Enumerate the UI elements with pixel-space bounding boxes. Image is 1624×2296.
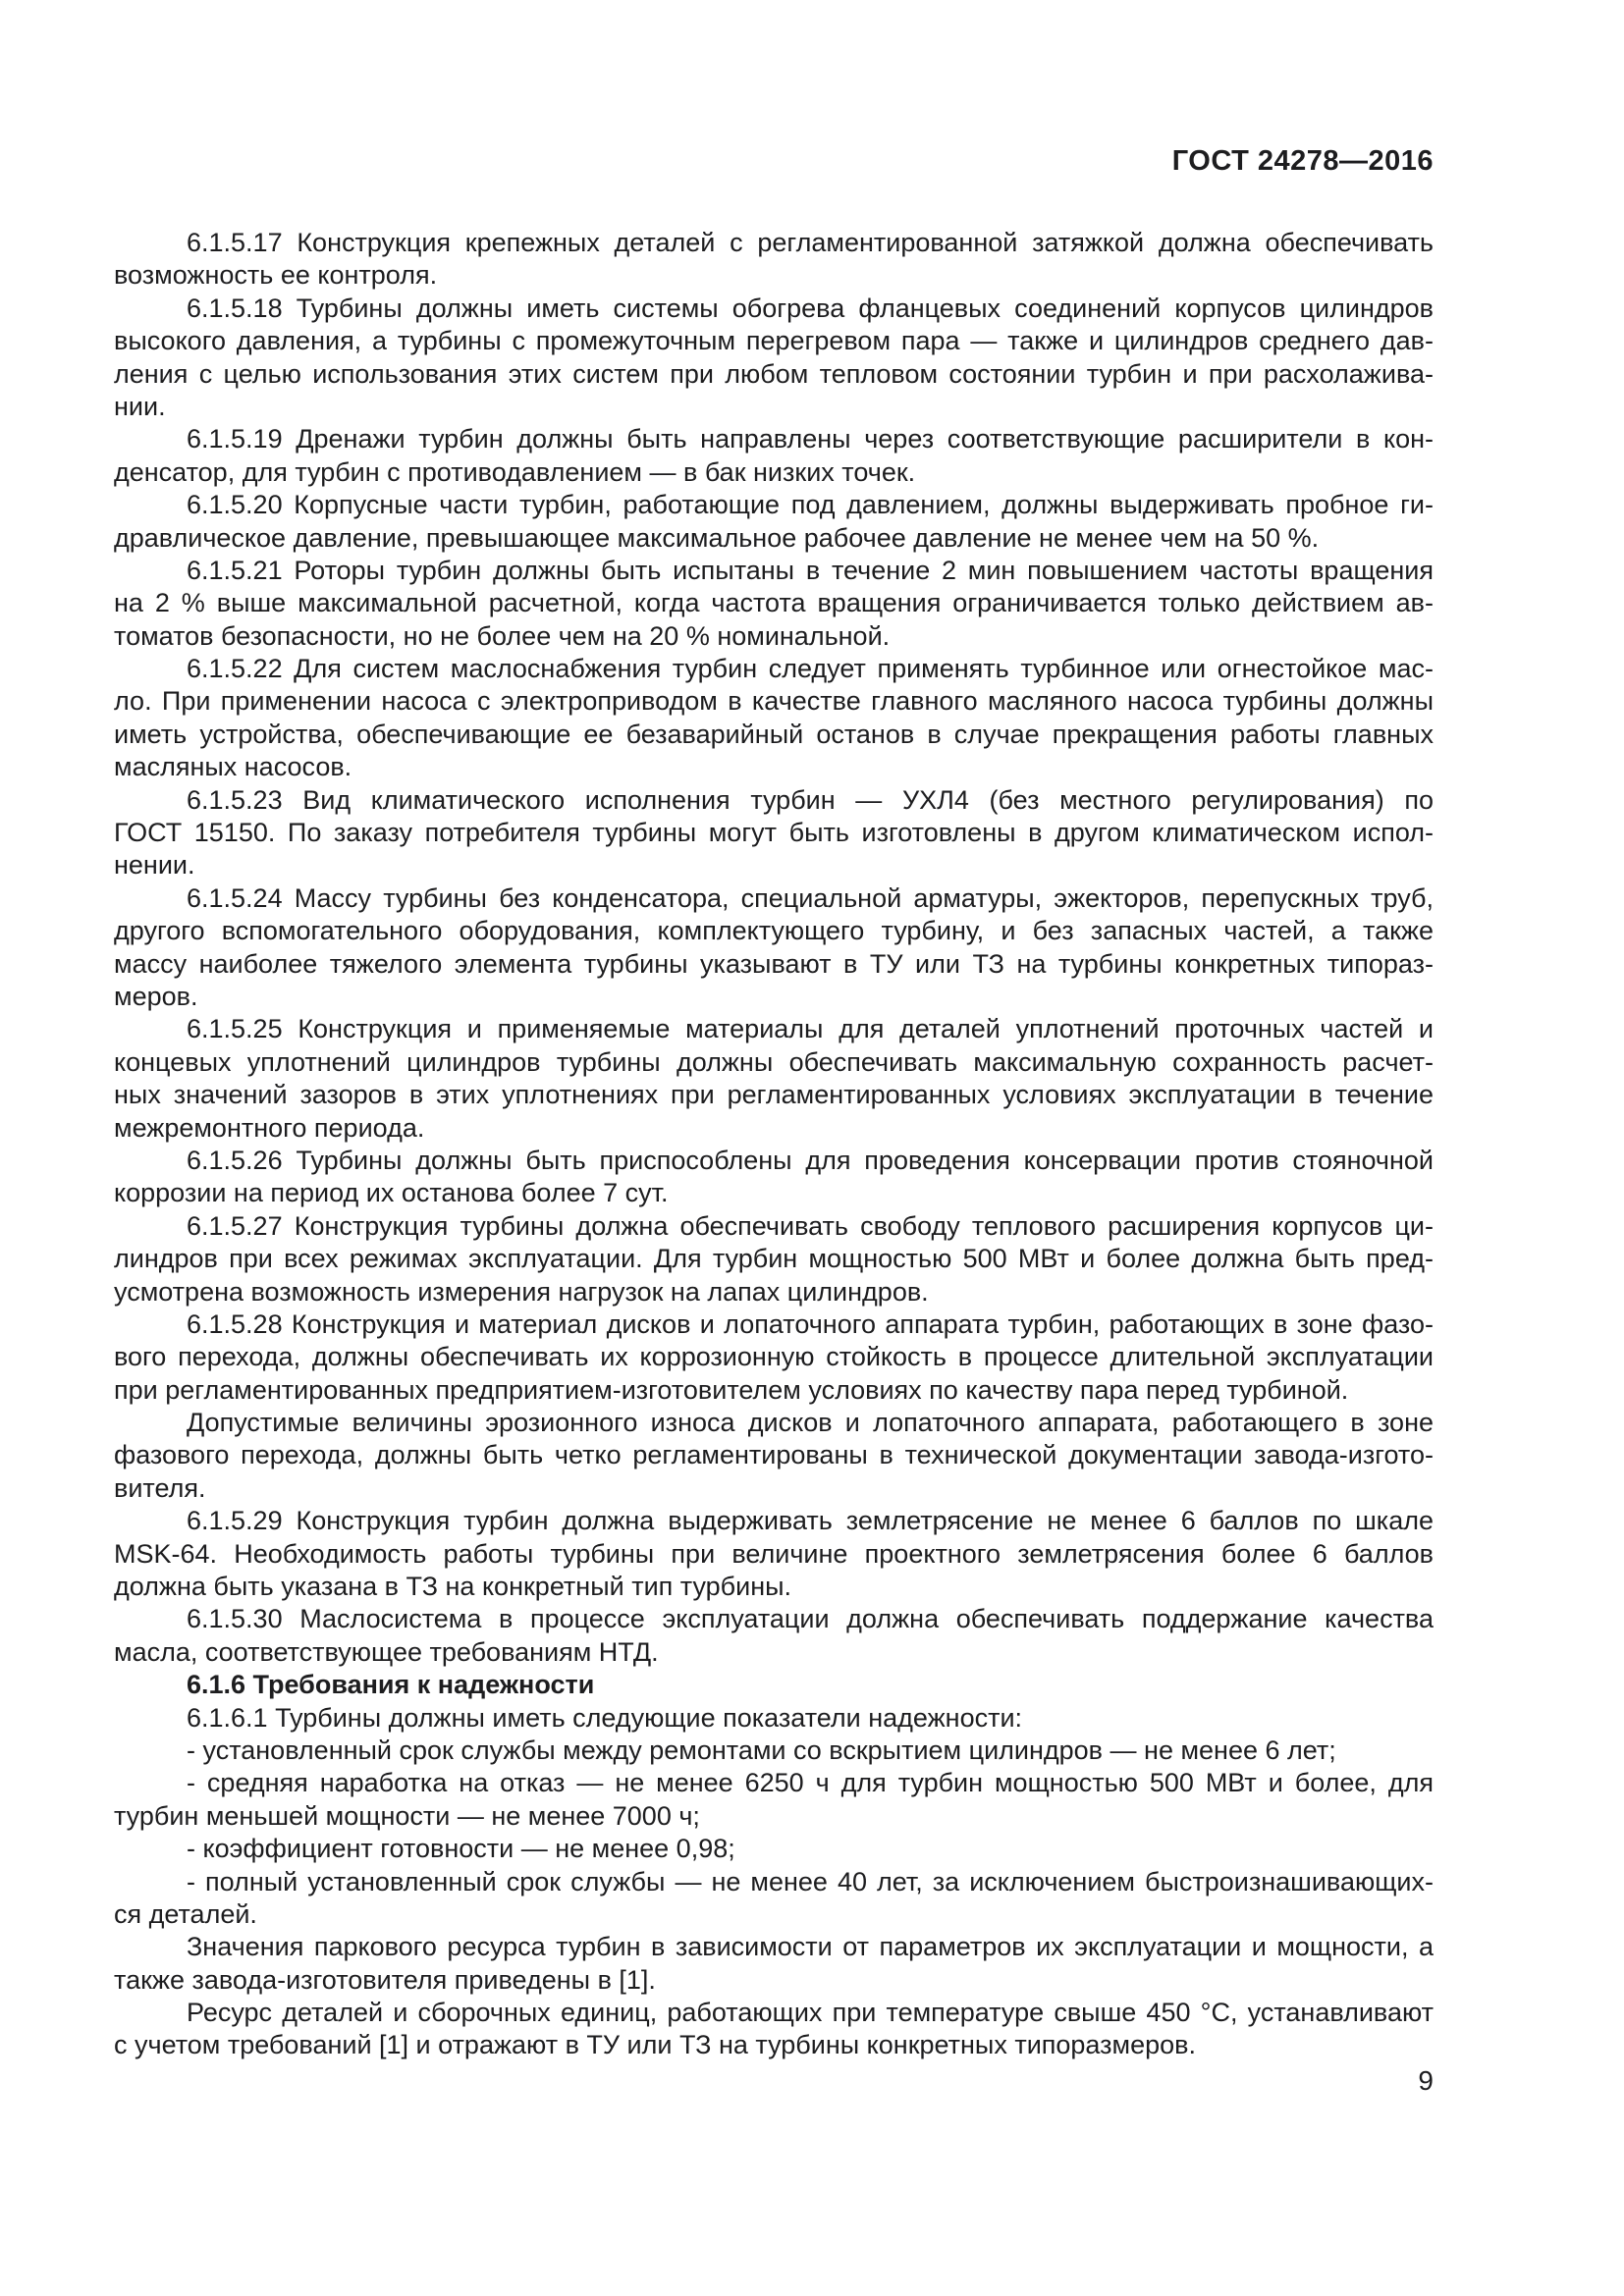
text-line: нении. — [114, 850, 195, 881]
text-line: усмотрена возможность измерения нагрузок на лапах цилиндров. — [114, 1276, 929, 1307]
text-line: 6.1.5.26 Турбины должны быть приспособлены для проведения консервации против стояночной — [187, 1145, 1434, 1175]
text-line: возможность ее контроля. — [114, 260, 438, 291]
text-line: ГОСТ 15150. По заказу потребителя турбины могут быть изготовлены в другом климатическом испол- — [114, 818, 1434, 848]
paragraph — [114, 1013, 1434, 1145]
text-line: ло. При применении насоса с электроприводом в качестве главного масляного насоса турбины должны — [114, 686, 1434, 717]
text-line: - установленный срок службы между ремонтами со вскрытием цилиндров — не менее 6 лет; — [187, 1735, 1336, 1765]
text-line: при регламентированных предприятием-изготовителем условиях по качеству пара перед турбиной. — [114, 1374, 1349, 1405]
text-line: ся деталей. — [114, 1898, 257, 1929]
text-line: с учетом требований [1] и отражают в ТУ или ТЗ на турбины конкретных типоразмеров. — [114, 2030, 1196, 2060]
text-line: 6.1.5.17 Конструкция крепежных деталей с регламентированной затяжкой должна обеспечивать — [187, 228, 1434, 257]
paragraph — [114, 1931, 1434, 1997]
text-line: 6.1.6.1 Турбины должны иметь следующие показатели надежности: — [187, 1702, 1023, 1733]
paragraph — [114, 423, 1434, 489]
paragraph — [114, 1735, 1434, 1767]
text-line: 6.1.5.23 Вид климатического исполнения турбин — УХЛ4 (без местного регулирования) по — [187, 784, 1434, 815]
text-line: масляных насосов. — [114, 752, 352, 782]
text-line: - коэффициент готовности — не менее 0,98; — [187, 1834, 735, 1864]
paragraph — [114, 1833, 1434, 1865]
text-line: турбин меньшей мощности — не менее 7000 ч; — [114, 1800, 700, 1831]
text-line: линдров при всех режимах эксплуатации. Для турбин мощностью 500 МВт и более должна быть пред- — [114, 1244, 1434, 1274]
text-line: - полный установленный срок службы — не менее 40 лет, за исключением быстроизнашивающих- — [187, 1866, 1434, 1896]
text-line: также завода-изготовителя приведены в [1]. — [114, 1964, 656, 1995]
text-line: иметь устройства, обеспечивающие ее безаварийный останов в случае прекращения работы главных — [114, 719, 1434, 749]
paragraph — [114, 1997, 1434, 2062]
text-line: вителя. — [114, 1472, 206, 1503]
paragraph — [114, 653, 1434, 784]
text-line: - средняя наработка на отказ — не менее 6250 ч для турбин мощностью 500 МВт и более, для — [187, 1768, 1434, 1798]
text-line: вого перехода, должны обеспечивать их коррозионную стойкость в процессе длительной эксплуатации — [114, 1342, 1434, 1372]
text-line: Значения паркового ресурса турбин в зависимости от параметров их эксплуатации и мощности, а — [187, 1932, 1434, 1962]
text-line: фазового перехода, должны быть четко регламентированы в технической документации завода-изгото- — [114, 1440, 1434, 1470]
paragraph — [114, 1505, 1434, 1603]
doc-code: ГОСТ 24278—2016 — [1171, 145, 1434, 177]
paragraph — [114, 1603, 1434, 1669]
text-line: 6.1.5.25 Конструкция и применяемые материалы для деталей уплотнений проточных частей и — [187, 1014, 1434, 1044]
text-line: межремонтного периода. — [114, 1112, 425, 1143]
text-line: 6.1.5.20 Корпусные части турбин, работающие под давлением, должны выдерживать пробное ги- — [187, 490, 1434, 520]
paragraph — [114, 1145, 1434, 1210]
text-line: другого вспомогательного оборудования, комплектующего турбину, и без запасных частей, а также — [114, 916, 1434, 946]
document-header — [114, 145, 1434, 178]
paragraph — [114, 1866, 1434, 1932]
text-line: 6.1.5.29 Конструкция турбин должна выдерживать землетрясение не менее 6 баллов по шкале — [187, 1506, 1434, 1536]
paragraph — [114, 882, 1434, 1014]
text-line: дравлическое давление, превышающее максимальное рабочее давление не менее чем на 50 %. — [114, 522, 1320, 553]
paragraph — [114, 1702, 1434, 1735]
text-line: высокого давления, а турбины с промежуточным перегревом пара — также и цилиндров среднего дав- — [114, 326, 1434, 356]
paragraph — [114, 227, 1434, 293]
text-line: 6.1.5.28 Конструкция и материал дисков и лопаточного аппарата турбин, работающих в зоне фазо- — [187, 1308, 1434, 1339]
paragraph — [114, 1767, 1434, 1833]
text-line: ных значений зазоров в этих уплотнениях при регламентированных условиях эксплуатации в течение — [114, 1080, 1434, 1110]
page-number: 9 — [1418, 2065, 1434, 2096]
paragraph — [114, 784, 1434, 882]
text-line: нии. — [114, 391, 166, 421]
text-line: 6.1.5.18 Турбины должны иметь системы обогрева фланцевых соединений корпусов цилиндров — [187, 293, 1434, 323]
paragraph — [114, 1210, 1434, 1308]
text-line: меров. — [114, 981, 198, 1011]
text-line: Допустимые величины эрозионного износа дисков и лопаточного аппарата, работающего в зоне — [187, 1408, 1434, 1438]
text-line: масла, соответствующее требованиям НТД. — [114, 1636, 659, 1667]
page-footer — [114, 2065, 1434, 2097]
text-line: массу наиболее тяжелого элемента турбины указывают в ТУ или ТЗ на турбины конкретных типораз- — [114, 948, 1434, 979]
text-line: 6.1.5.30 Маслосистема в процессе эксплуатации должна обеспечивать поддержание качества — [187, 1604, 1434, 1634]
text-line: ления с целью использования этих систем при любом тепловом состоянии турбин и при расхолажива- — [114, 358, 1434, 389]
text-line: должна быть указана в ТЗ на конкретный тип турбины. — [114, 1572, 792, 1602]
paragraph — [114, 1308, 1434, 1407]
text-line: 6.1.5.22 Для систем маслоснабжения турбин следует применять турбинное или огнестойкое мас- — [187, 654, 1434, 684]
text-line: Ресурс деталей и сборочных единиц, работающих при температуре свыше 450 °С, устанавливают — [187, 1998, 1434, 2028]
paragraph — [114, 293, 1434, 424]
paragraph — [114, 489, 1434, 555]
text-line: томатов безопасности, но не более чем на 20 % номинальной. — [114, 620, 891, 651]
text-line: денсатор, для турбин с противодавлением — в бак низких точек. — [114, 456, 916, 487]
text-line: на 2 % выше максимальной расчетной, когда частота вращения ограничивается только действием ав- — [114, 588, 1434, 618]
text-line: концевых уплотнений цилиндров турбины должны обеспечивать максимальную сохранность расчет- — [114, 1046, 1434, 1077]
text-line: 6.1.5.24 Массу турбины без конденсатора, специальной арматуры, эжекторов, перепускных труб, — [187, 882, 1434, 913]
section-heading — [114, 1669, 1434, 1701]
text-line: MSK-64. Необходимость работы турбины при величине проектного землетрясения более 6 баллов — [114, 1538, 1434, 1569]
text-line: 6.1.5.19 Дренажи турбин должны быть направлены через соответствующие расширители в кон- — [187, 424, 1434, 454]
text-line: 6.1.5.27 Конструкция турбины должна обеспечивать свободу теплового расширения корпусов ци- — [187, 1210, 1434, 1241]
text-line: коррозии на период их останова более 7 сут. — [114, 1178, 669, 1208]
text-line: 6.1.5.21 Роторы турбин должны быть испытаны в течение 2 мин повышением частоты вращения — [187, 555, 1434, 585]
paragraph — [114, 555, 1434, 653]
text-line: 6.1.6 Требования к надежности — [187, 1670, 595, 1700]
document-body — [114, 227, 1434, 2062]
paragraph — [114, 1407, 1434, 1505]
